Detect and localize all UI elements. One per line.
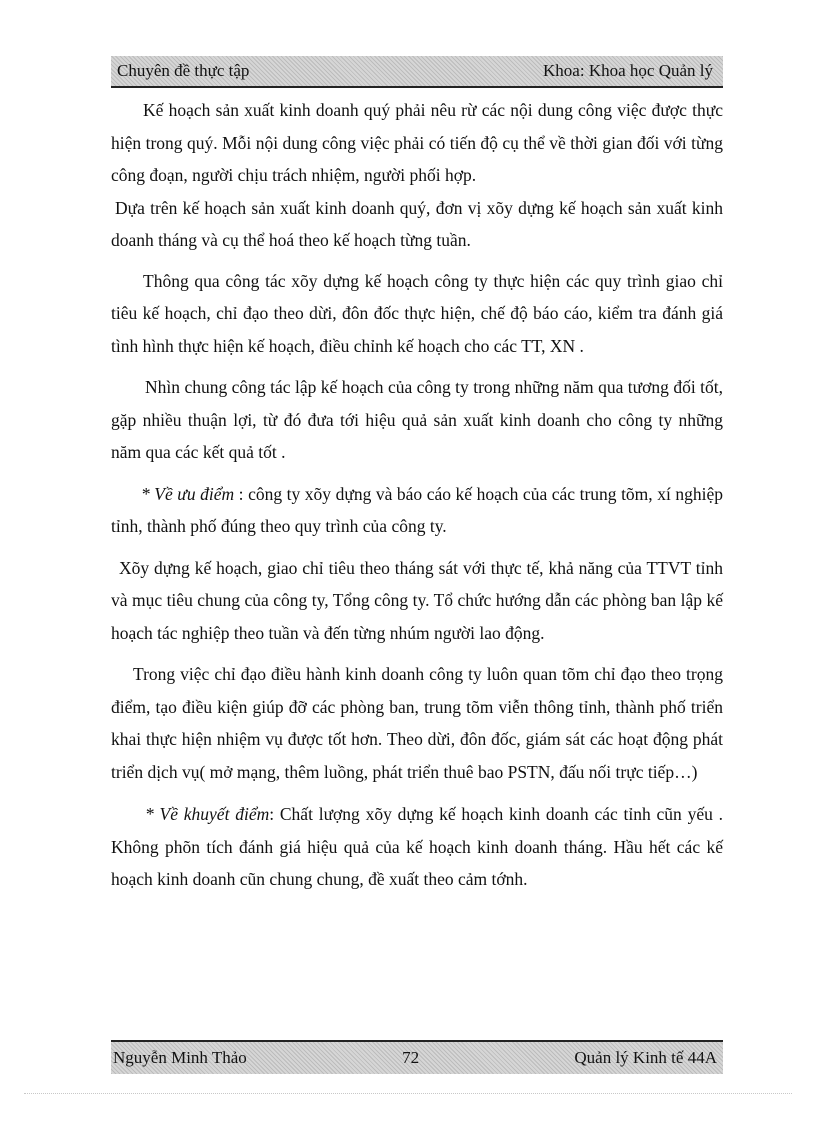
page-number: 72	[402, 1048, 420, 1067]
paragraph-6: Xõy dựng kế hoạch, giao chỉ tiêu theo tháng sát với thực tế, khả năng của TTVT tỉnh và mục tiêu chung của công ty, Tổng công ty. Tổ chức hướng dẫn các phòng ban lập kế hoạch tác nghiệp theo tuần và đến từng nhúm người lao động.	[111, 557, 723, 643]
paragraph-7: Trong việc chỉ đạo điều hành kinh doanh công ty luôn quan tõm chỉ đạo theo trọng điểm, tạo điều kiện giúp đỡ các phòng ban, trung tõm viễn thông tỉnh, thành phố triển khai thực hiện nhiệm vụ được tốt hơn. Theo dừi, đôn đốc, giám sát các hoạt động phát triển dịch vụ( mở mạng, thêm luồng, phát triển thuê bao PSTN, đấu nối trực tiếp…)	[111, 664, 723, 782]
disadvantages-text: : Chất lượng xõy dựng kế hoạch kinh doanh các tỉnh cũn yếu . Không phõn tích đánh giá hiệu quả của kế hoạch kinh doanh tháng. Hầu hết các kế hoạch kinh doanh cũn chung chung, đề xuất theo cảm tớnh.	[111, 804, 723, 889]
footer-author: Nguyễn Minh Thảo	[113, 1048, 247, 1067]
body-text	[111, 94, 723, 896]
page-edge-divider	[24, 1093, 792, 1094]
header-title: Chuyên đề thực tập	[117, 61, 250, 80]
paragraph-disadvantages	[111, 798, 723, 896]
paragraph-3: Thông qua công tác xõy dựng kế hoạch công ty thực hiện các quy trình giao chỉ tiêu kế hoạch, chỉ đạo theo dừi, đôn đốc thực hiện, chế độ báo cáo, kiểm tra đánh giá tình hình thực hiện kế hoạch, điều chỉnh kế hoạch cho các TT, XN .	[111, 270, 723, 356]
advantages-label: * Về ưu điểm	[141, 483, 235, 504]
header-department: Khoa: Khoa học Quản lý	[543, 61, 713, 80]
footer-class: Quản lý Kinh tế 44A	[574, 1048, 717, 1067]
page-footer	[111, 1040, 723, 1074]
page-header	[111, 56, 723, 88]
paragraph-1: Kế hoạch sản xuất kinh doanh quý phải nêu rừ các nội dung công việc được thực hiện trong quý. Mỗi nội dung công việc phải có tiến độ cụ thể về thời gian đối với từng công đoạn, người chịu trách nhiệm, người phối hợp.	[111, 100, 723, 185]
paragraph-4: Nhìn chung công tác lập kế hoạch của công ty trong những năm qua tương đối tốt, gặp nhiều thuận lợi, từ đó đưa tới hiệu quả sản xuất kinh doanh cho công ty những năm qua các kết quả tốt .	[111, 377, 723, 462]
paragraph-2: Dựa trên kế hoạch sản xuất kinh doanh quý, đơn vị xõy dựng kế hoạch sản xuất kinh doanh tháng và cụ thể hoá theo kế hoạch từng tuần.	[111, 197, 723, 250]
disadvantages-label: * Về khuyết điểm	[145, 804, 270, 824]
paragraph-advantages	[111, 478, 723, 543]
advantages-text: : công ty xõy dựng và báo cáo kế hoạch của các trung tõm, xí nghiệp tỉnh, thành phố đúng theo quy trình của công ty.	[111, 483, 723, 536]
